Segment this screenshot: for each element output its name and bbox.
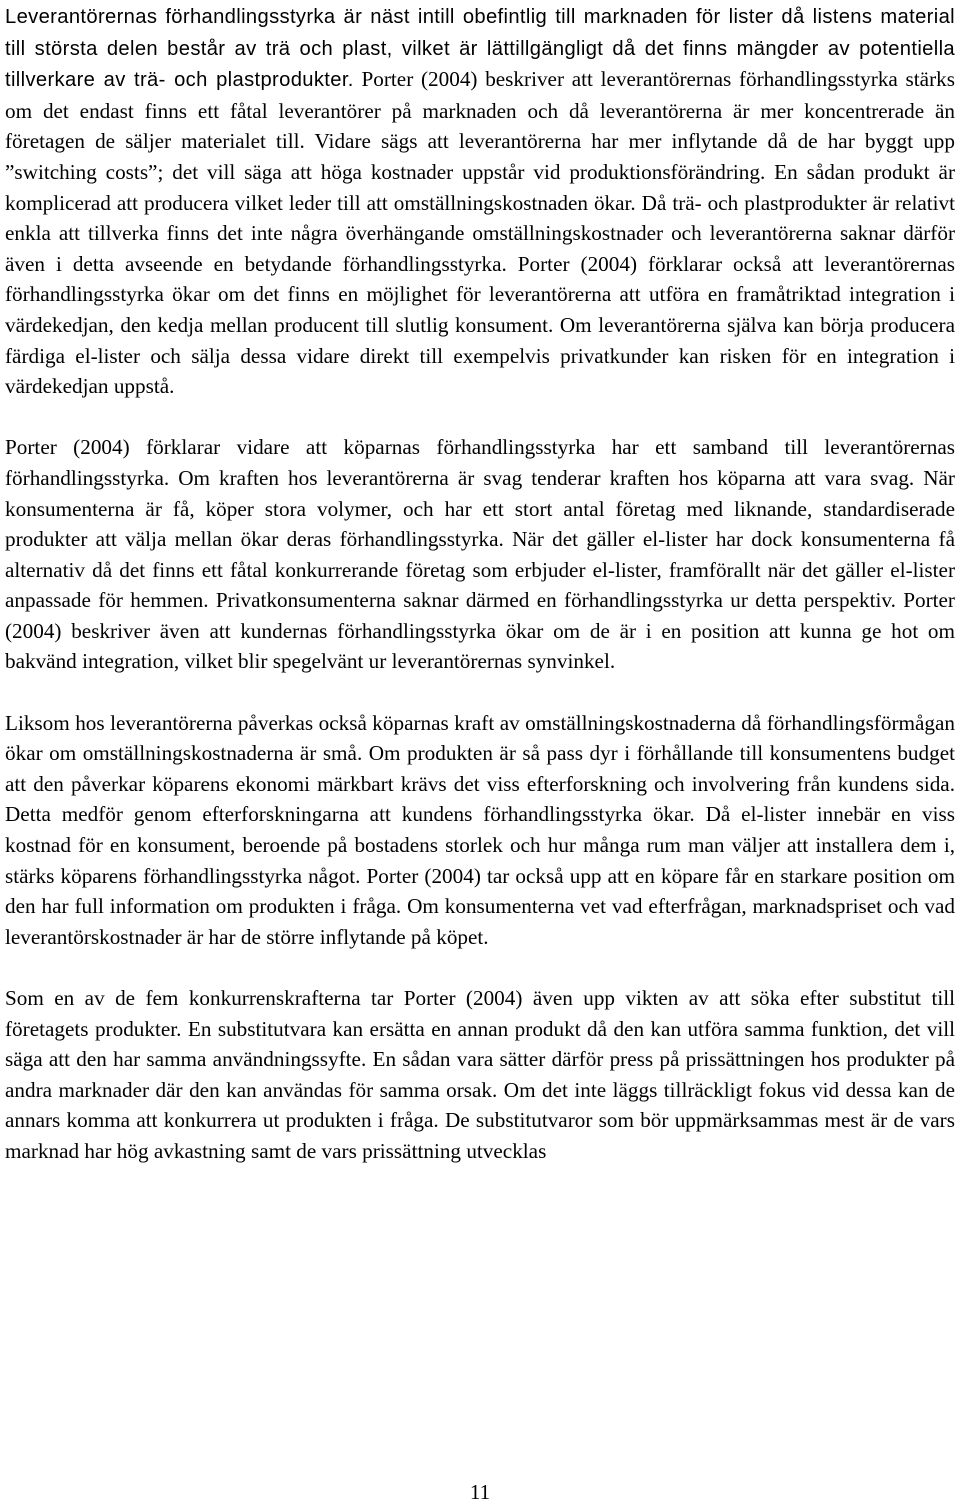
paragraph-suppliers: [5, 1, 955, 402]
paragraph-lead-text: Leverantörernas förhandlingsstyrka är näst intill obefintlig till marknaden för lister då listens material till största delen består av trä och plast, vilket är lättillgängligt då det finns mängder av potentiella tillverkare av trä- och plastprodukter.: [5, 6, 955, 92]
paragraph-buyers: Porter (2004) förklarar vidare att köparnas förhandlingsstyrka har ett samband till leverantörernas förhandlingsstyrka. Om kraften hos leverantörerna är svag tenderar kraften hos köparna att vara svag. När konsumenterna är få, köper stora volymer, och har ett stort antal företag med liknande, standardiserade produkter att välja mellan ökar deras förhandlingsstyrka. När det gäller el-lister har dock konsumenterna få alternativ då det finns ett fåtal konkurrerande företag som erbjuder el-lister, framförallt när det gäller el-lister anpassade för hemmen. Privatkonsumenterna saknar därmed en förhandlingsstyrka ur detta perspektiv. Porter (2004) beskriver även att kundernas förhandlingsstyrka ökar om de är i en position att kunna ge hot om bakvänd integration, vilket blir spegelvänt ur leverantörernas synvinkel.: [5, 435, 955, 674]
paragraph-switching-costs: Liksom hos leverantörerna påverkas också köparnas kraft av omställningskostnaderna då förhandlingsförmågan ökar om omställningskostnaderna är små. Om produkten är så pass dyr i förhållande till konsumentens budget att den påverkar köparens ekonomi märkbart krävs det viss efterforskning och involvering från kundens sida. Detta medför genom efterforskningarna att kundens förhandlingsstyrka ökar. Då el-lister innebär en viss kostnad för en konsument, beroende på bostadens storlek och hur många rum man väljer att installera dem i, stärks köparens förhandlingsstyrka något. Porter (2004) tar också upp att en köpare får en starkare position om den har full information om produkten i fråga. Om konsumenterna vet vad efterfrågan, marknadspriset och vad leverantörskostnader är har de större inflytande på köpet.: [5, 710, 955, 949]
paragraph-body-text: Porter (2004) beskriver att leverantörernas förhandlingsstyrka stärks om det endast finns ett fåtal leverantörer på marknaden och då leverantörerna är mer koncentrerade än företagen de säljer materialet till. Vidare sägs att leverantörerna har mer inflytande då de har byggt upp ”switching costs”; det vill säga att höga kostnader uppstår vid produktionsförändring. En sådan produkt är komplicerad att producera vilket leder till att omställningskostnaden ökar. Då trä- och plastprodukter är relativt enkla att tillverka finns det inte några överhängande omställningskostnader och leverantörerna saknar därför även i detta avseende en betydande förhandlingsstyrka. Porter (2004) förklarar också att leverantörernas förhandlingsstyrka ökar om det finns en möjlighet för leverantörerna att utföra en framåtriktad integration i värdekedjan, den kedja mellan producent till slutlig konsument. Om leverantörerna själva kan börja producera färdiga el-lister och sälja dessa vidare direkt till exempelvis privatkunder kan risken för en integration i värdekedjan uppstå.: [5, 67, 955, 399]
page-number: 11: [469, 1480, 491, 1504]
body-text: [5, 1, 955, 1197]
paragraph-substitutes: Som en av de fem konkurrenskrafterna tar Porter (2004) även upp vikten av att söka efter substitut till företagets produkter. En substitutvara kan ersätta en annan produkt då den kan utföra samma funktion, det vill säga att den har samma användningssyfte. En sådan vara sätter därför press på prissättningen hos produkter på andra marknader där den kan användas för samma orsak. Om det inte läggs tillräckligt fokus vid dessa kan de annars komma att konkurrera ut produkten i fråga. De substitutvaror som bör uppmärksammas mest är de vars marknad har hög avkastning samt de vars prissättning utvecklas: [5, 986, 955, 1163]
